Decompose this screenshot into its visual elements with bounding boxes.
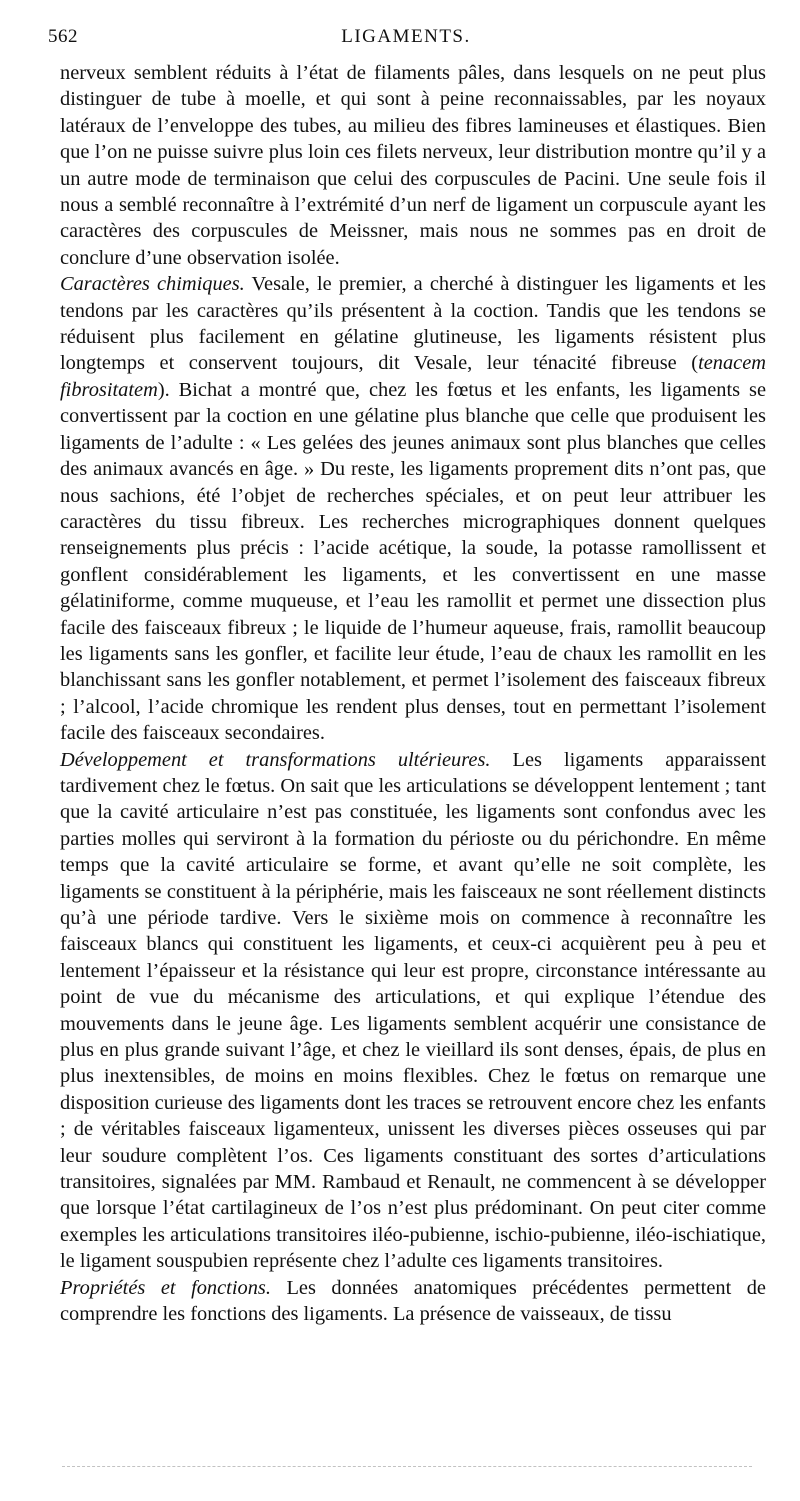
paragraph-chemical [60, 271, 766, 746]
paragraph-nerves-text: nerveux semblent réduits à l’état de filaments pâles, dans lesquels on ne peut plus distinguer de tube à moelle, et qui sont à peine reconnaissables, par les noyaux latéraux de l’enveloppe des tubes, au milieu des fibres lamineuses et élastiques. Bien que l’on ne puisse suivre plus loin ces filets nerveux, leur distribution montre qu’il y a un autre mode de terminaison que celui des corpuscules de Pacini. Une seule fois il nous a semblé reconnaître à l’extrémité d’un nerf de ligament un corpuscule ayant les caractères des corpuscules de Meissner, mais nous ne sommes pas en droit de conclure d’une observation isolée. [60, 62, 766, 269]
page-number: 562 [48, 26, 78, 47]
paragraph-properties [60, 1275, 766, 1328]
paragraph-properties-text: Les données anatomiques précédentes permettent de comprendre les fonctions des ligaments. La présence de vaisseaux, de tissu [60, 1276, 766, 1326]
paragraph-development-text: Les ligaments apparaissent tardivement chez le fœtus. On sait que les articulations se développent lentement ; tant que la cavité articulaire n’est pas constituée, les ligaments sont confondus avec les parties molles qui serviront à la formation du périoste ou du périchondre. En même temps que la cavité articulaire se forme, et avant qu’elle ne soit complète, les ligaments se constituent à la périphérie, mais les faisceaux ne sont réellement distincts qu’à une période tardive. Vers le sixième mois on commence à reconnaître les faisceaux blancs qui constituent les ligaments, et ceux-ci acquièrent peu à peu et lentement l’épaisseur et la résistance qui leur est propre, circonstance intéressante au point de vue du mécanisme des articulations, et qui explique l’étendue des mouvements dans le jeune âge. Les ligaments semblent acquérir une consistance de plus en plus grande suivant l’âge, et chez le vieillard ils sont denses, épais, de plus en plus inextensibles, de moins en moins flexibles. Chez le fœtus on remarque une disposition curieuse des ligaments dont les traces se retrouvent encore chez les enfants ; de véritables faisceaux ligamenteux, unissent les diverses pièces osseuses qui par leur soudure complètent l’os. Ces ligaments constituant des sortes d’articulations transitoires, signalées par MM. Rambaud et Renault, ne commencent à se développer que lorsque l’état cartilagineux de l’os n’est plus prédominant. On peut citer comme exemples les articulations transitoires iléo-pubienne, ischio-pubienne, iléo-ischiatique, le ligament souspubien représente chez l’adulte ces ligaments transitoires. [60, 748, 767, 1273]
latin-quote: tenacem fibrositatem [60, 352, 766, 401]
paragraph-chemical-text-a: Vesale, le premier, a cherché à distinguer les ligaments et les tendons par les caractères qu’ils présentent à la coction. Tandis que les tendons se réduisent plus facilement en gélatine glutineuse, les ligaments résistent plus longtemps et conservent toujours, dit Vesale, leur ténacité fibreuse ( [60, 273, 766, 375]
page-header [48, 26, 764, 52]
body-text [60, 60, 766, 1328]
heading-properties: Propriétés et fonctions. [60, 1276, 271, 1299]
paragraph-chemical-text-b: ). Bichat a montré que, chez les fœtus et les enfants, les ligaments se convertissent par la coction en une gélatine plus blanche que celle que produisent les ligaments de l’adulte : « Les gelées des jeunes animaux sont plus blanches que celles des animaux avancés en âge. » Du reste, les ligaments proprement dits n’ont pas, que nous sachions, été l’objet de recherches spéciales, et on peut leur attribuer les caractères du tissu fibreux. Les recherches micrographiques donnent quelques renseignements plus précis : l’acide acétique, la soude, la potasse ramollissent et gonflent considérablement les ligaments, et les convertissent en une masse gélatiniforme, comme muqueuse, et l’eau les ramollit et permet une dissection plus facile des faisceaux fibreux ; le liquide de l’humeur aqueuse, frais, ramollit beaucoup les ligaments sans les gonfler, et facilite leur étude, l’eau de chaux les ramollit en les blanchissant sans les gonfler notablement, et permet l’isolement des faisceaux fibreux ; l’alcool, l’acide chromique les rendent plus denses, tout en permettant l’isolement facile des faisceaux secondaires. [60, 378, 766, 745]
footer-rule [62, 1466, 752, 1467]
heading-development: Développement et transformations ultérieures. [60, 748, 491, 771]
heading-chemical-characters: Caractères chimiques. [60, 273, 245, 296]
paragraph-nerves [60, 60, 766, 271]
paragraph-development [60, 747, 766, 1275]
running-title: LIGAMENTS. [341, 26, 471, 47]
